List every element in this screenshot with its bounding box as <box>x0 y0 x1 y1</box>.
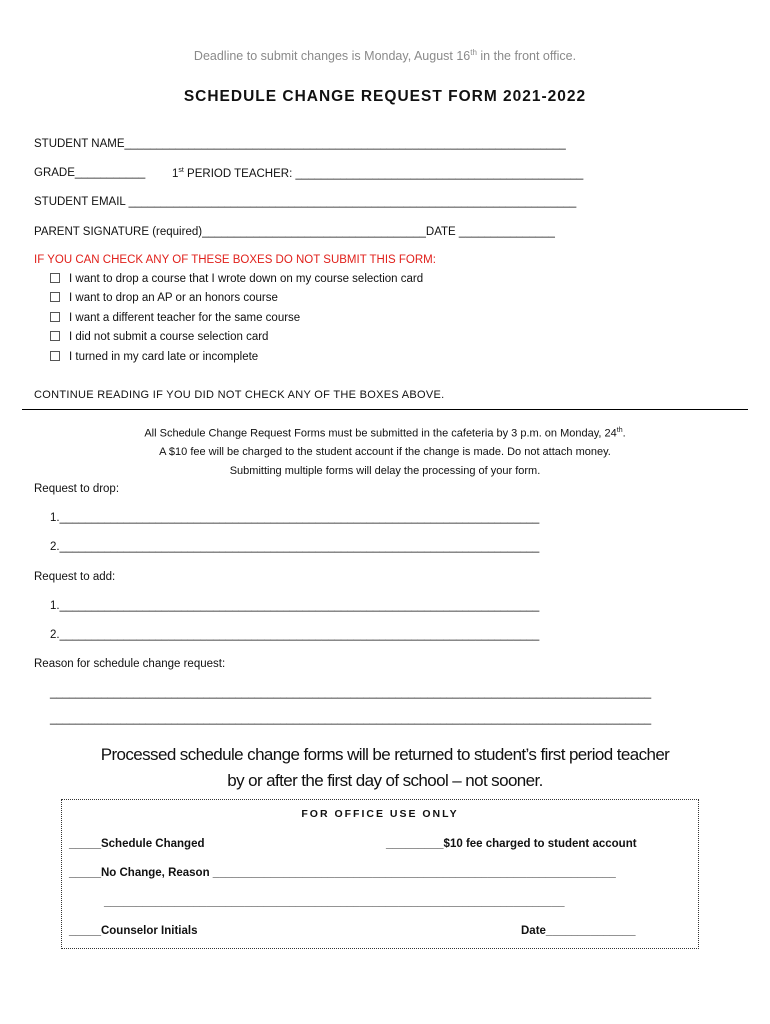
request-add-label: Request to add: <box>34 571 116 583</box>
office-use-header: FOR OFFICE USE ONLY <box>301 808 459 820</box>
continue-reading-text: CONTINUE READING IF YOU DID NOT CHECK ANY OF THE BOXES ABOVE. <box>34 389 445 401</box>
checkbox-icon[interactable] <box>50 273 60 283</box>
reason-label: Reason for schedule change request: <box>34 658 226 670</box>
checkbox-label: I did not submit a course selection card <box>69 331 269 343</box>
instruction-line-1 <box>0 427 770 440</box>
checkbox-icon[interactable] <box>50 351 60 361</box>
section-divider <box>22 409 748 410</box>
checkbox-item[interactable] <box>50 273 423 285</box>
checkbox-item[interactable] <box>50 351 258 363</box>
deadline-notice <box>0 48 770 63</box>
checkbox-label: I want to drop a course that I wrote down on my course selection card <box>69 273 424 285</box>
checkbox-item[interactable] <box>50 292 278 304</box>
checkbox-icon[interactable] <box>50 292 60 302</box>
reason-continuation-line[interactable]: ________________________________________________________________________ <box>104 896 565 908</box>
reason-line-1[interactable]: ______________________________________________________________________________________________ <box>50 687 652 699</box>
reason-line-2[interactable]: ______________________________________________________________________________________________ <box>50 713 652 725</box>
instruction-line-3: Submitting multiple forms will delay the processing of your form. <box>229 465 541 477</box>
teacher-label-end: PERIOD TEACHER: _____________________________________________ <box>183 167 584 180</box>
add-line-2[interactable]: 2.___________________________________________________________________________ <box>50 629 540 641</box>
checkbox-icon[interactable] <box>50 331 60 341</box>
first-period-teacher-field[interactable] <box>172 167 583 180</box>
checkbox-icon[interactable] <box>50 312 60 322</box>
deadline-sup: th <box>470 48 477 57</box>
deadline-text-end: in the front office. <box>476 49 577 64</box>
office-date-field[interactable]: Date______________ <box>521 925 636 937</box>
checkbox-label: I want to drop an AP or an honors course <box>69 292 278 304</box>
processed-notice-line-1: Processed schedule change forms will be returned to student’s first period teacher <box>100 745 670 764</box>
office-use-box <box>61 799 699 949</box>
counselor-initials-field[interactable]: _____Counselor Initials <box>69 925 198 937</box>
drop-line-1[interactable]: 1.___________________________________________________________________________ <box>50 512 540 524</box>
form-title: SCHEDULE CHANGE REQUEST FORM 2021-2022 <box>183 88 587 105</box>
request-drop-label: Request to drop: <box>34 483 120 495</box>
drop-line-2[interactable]: 2.___________________________________________________________________________ <box>50 541 540 553</box>
schedule-changed-field[interactable]: _____Schedule Changed <box>69 838 205 850</box>
student-email-field[interactable]: STUDENT EMAIL ______________________________________________________________________ <box>34 196 577 208</box>
add-line-1[interactable]: 1.___________________________________________________________________________ <box>50 600 540 612</box>
grade-field[interactable]: GRADE___________ <box>34 167 146 179</box>
checkbox-label: I turned in my card late or incomplete <box>69 351 259 363</box>
fee-charged-field[interactable]: _________$10 fee charged to student account <box>386 838 637 850</box>
instruction-text: All Schedule Change Request Forms must be submitted in the cafeteria by 3 p.m. on Monday, 24 <box>144 427 617 440</box>
teacher-label: 1 <box>172 167 179 180</box>
no-change-reason-field[interactable]: _____No Change, Reason _______________________________________________________________ <box>69 867 616 879</box>
teacher-sup: st <box>178 167 184 174</box>
instruction-sup: th <box>616 427 623 434</box>
checkbox-item[interactable] <box>50 312 300 324</box>
processed-notice-line-2: by or after the first day of school – not sooner. <box>227 771 543 790</box>
checkbox-item[interactable] <box>50 331 268 343</box>
instruction-line-2: A $10 fee will be charged to the student account if the change is made. Do not attach money. <box>159 446 611 458</box>
parent-signature-field[interactable]: PARENT SIGNATURE (required)___________________________________DATE _______________ <box>34 226 555 238</box>
checkbox-label: I want a different teacher for the same course <box>69 312 301 324</box>
warning-text: IF YOU CAN CHECK ANY OF THESE BOXES DO NOT SUBMIT THIS FORM: <box>34 254 436 266</box>
deadline-text: Deadline to submit changes is Monday, August 16 <box>193 49 471 64</box>
student-name-field[interactable]: STUDENT NAME_____________________________________________________________________ <box>34 138 566 150</box>
instruction-text-end: . <box>622 427 626 440</box>
